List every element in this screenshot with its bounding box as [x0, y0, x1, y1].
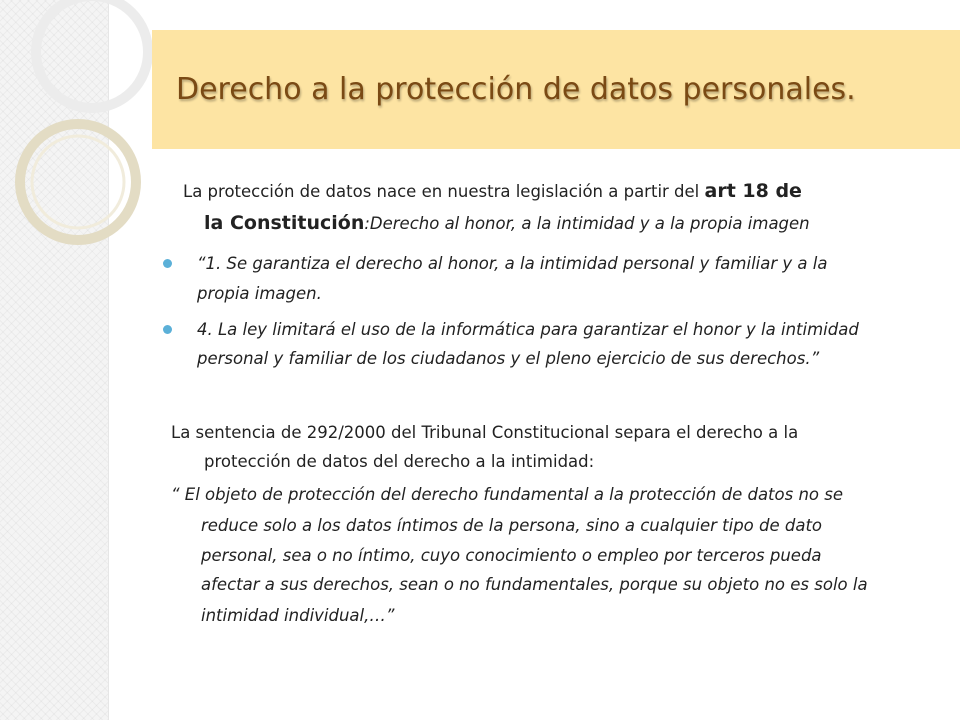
bullet-2-line-1: 4. La ley limitará el uso de la informática para garantizar el honor y la intimidad	[197, 320, 859, 339]
slide-title: Derecho a la protección de datos personales.	[176, 72, 856, 107]
bullet-dot-icon	[163, 259, 172, 268]
bullet-1-line-2: propia imagen.	[197, 284, 322, 303]
quote-line-4: afectar a sus derechos, sean o no fundamentales, porque su objeto no es solo la	[201, 575, 868, 594]
intro-line-2	[204, 212, 810, 235]
sentencia-line-2: protección de datos del derecho a la intimidad:	[204, 452, 595, 471]
quote-line-1: “ El objeto de protección del derecho fundamental a la protección de datos no se	[171, 485, 844, 504]
bullet-1-line-1: “1. Se garantiza el derecho al honor, a la intimidad personal y familiar y a la	[197, 254, 828, 273]
bullet-dot-icon	[163, 325, 172, 334]
intro-line-1	[183, 180, 802, 203]
intro-constitution: la Constitución	[204, 212, 365, 234]
sentencia-line-1: La sentencia de 292/2000 del Tribunal Constitucional separa el derecho a la	[171, 423, 799, 442]
quote-line-5: intimidad individual,…”	[201, 606, 395, 625]
intro-article-ref: art 18 de	[704, 180, 802, 202]
bullet-2-line-2: personal y familiar de los ciudadanos y el pleno ejercicio de sus derechos.”	[197, 349, 820, 368]
intro-right-title: :Derecho al honor, a la intimidad y a la propia imagen	[364, 214, 810, 233]
quote-line-3: personal, sea o no íntimo, cuyo conocimiento o empleo por terceros pueda	[201, 546, 822, 565]
intro-text: La protección de datos nace en nuestra legislación a partir del	[183, 182, 705, 201]
quote-line-2: reduce solo a los datos íntimos de la persona, sino a cualquier tipo de dato	[201, 516, 823, 535]
